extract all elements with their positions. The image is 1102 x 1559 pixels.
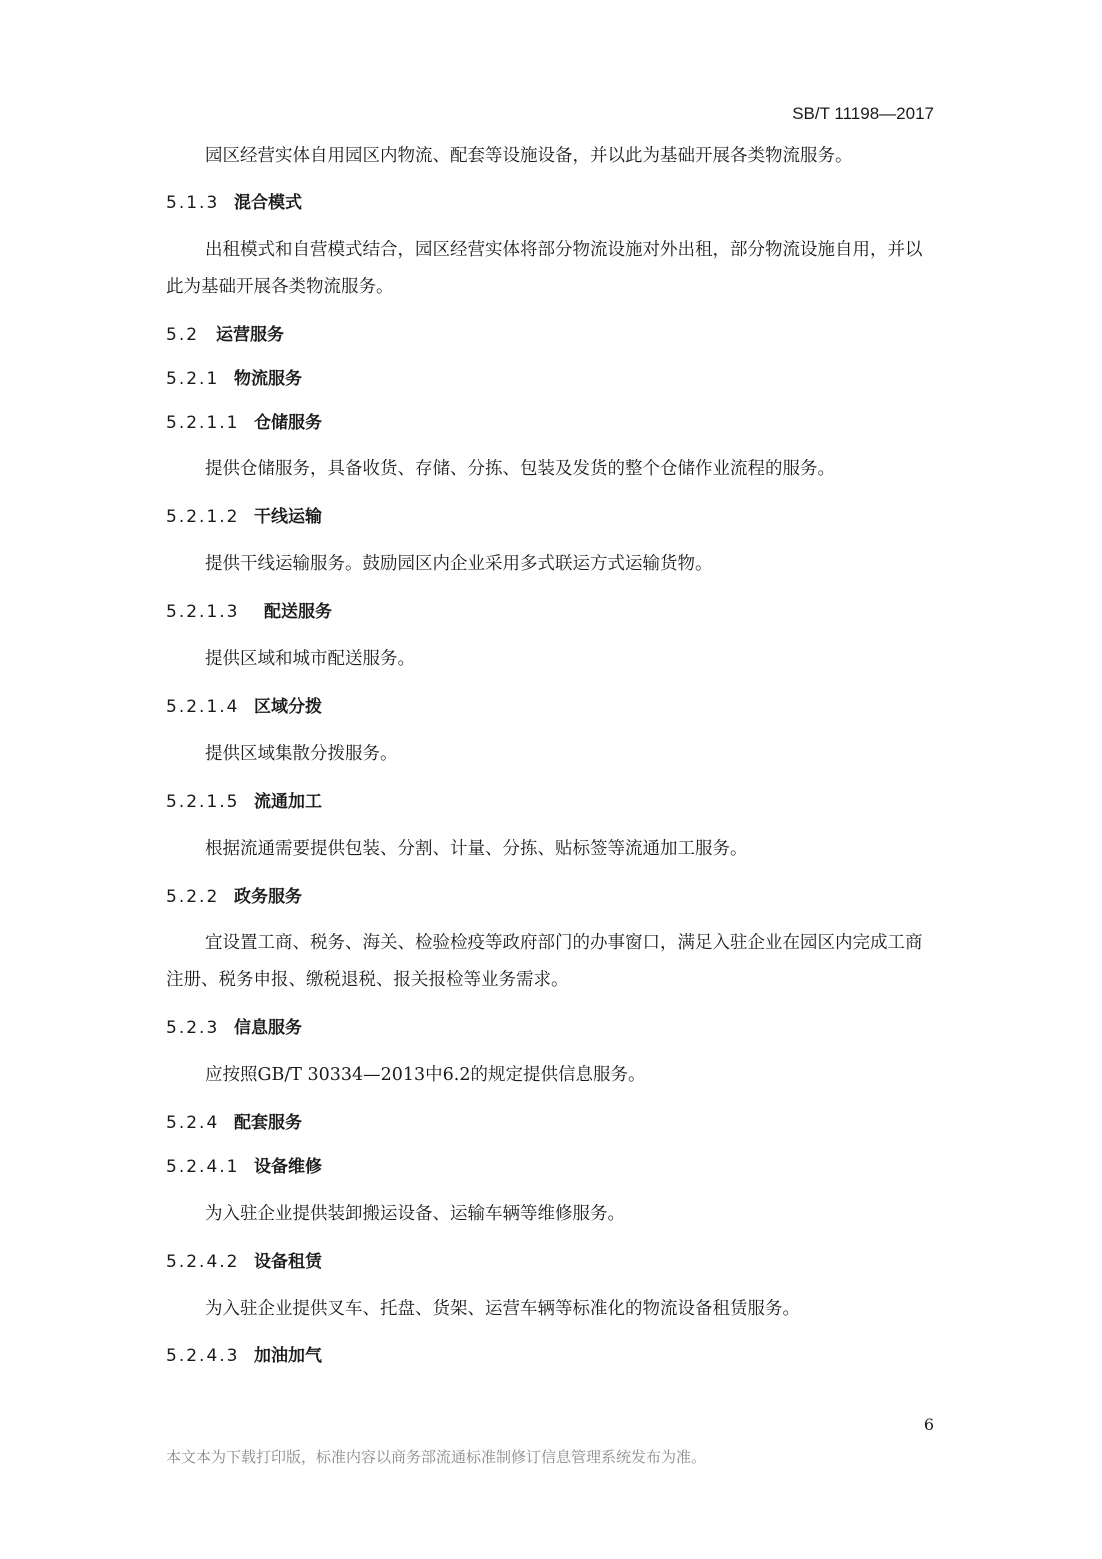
heading-number: 5.2.4.1 [166,1157,240,1177]
heading-title: 设备租赁 [254,1252,322,1272]
heading-number: 5.2.1 [166,369,220,389]
heading-5-2-4 [166,1108,936,1133]
heading-title: 配套服务 [234,1113,302,1133]
heading-number: 5.2.2 [166,887,220,907]
heading-title: 流通加工 [254,792,322,812]
heading-title: 设备维修 [254,1157,322,1177]
heading-number: 5.2.1.4 [166,697,240,717]
paragraph: 宜设置工商、税务、海关、检验检疫等政府部门的办事窗口，满足入驻企业在园区内完成工商注册、税务申报、缴税退税、报关报检等业务需求。 [166,933,923,990]
heading-5-2-1-2 [166,502,936,527]
paragraph: 提供仓储服务，具备收货、存储、分拣、包装及发货的整个仓储作业流程的服务。 [205,459,835,479]
heading-title: 干线运输 [254,507,322,527]
heading-5-2-4-2 [166,1247,936,1272]
heading-5-2-1-1 [166,408,936,433]
page-number: 6 [923,1415,934,1434]
heading-title: 加油加气 [254,1346,322,1366]
paragraph: 为入驻企业提供叉车、托盘、货架、运营车辆等标准化的物流设备租赁服务。 [205,1299,800,1319]
heading-title: 混合模式 [234,193,302,213]
heading-5-2-1 [166,364,936,389]
heading-5-2-1-4 [166,692,936,717]
heading-5-2-4-3 [166,1341,936,1366]
heading-5-2-1-3 [166,597,936,622]
heading-number: 5.2.1.3 [166,602,240,622]
heading-title: 物流服务 [234,369,302,389]
heading-number: 5.2.1.1 [166,413,240,433]
heading-5-2-4-1 [166,1152,936,1177]
heading-number: 5.2.4.2 [166,1252,240,1272]
document-code: SB/T 11198—2017 [792,104,934,123]
paragraph: 根据流通需要提供包装、分割、计量、分拣、贴标签等流通加工服务。 [205,839,748,859]
paragraph: 为入驻企业提供装卸搬运设备、运输车辆等维修服务。 [205,1204,625,1224]
heading-title: 政务服务 [234,887,302,907]
heading-title: 配送服务 [264,602,332,622]
heading-number: 5.2.4.3 [166,1346,240,1366]
paragraph: 出租模式和自营模式结合，园区经营实体将部分物流设施对外出租，部分物流设施自用，并以此为基础开展各类物流服务。 [166,240,923,297]
heading-5-2-1-5 [166,787,936,812]
heading-number: 5.2.4 [166,1113,220,1133]
heading-5-2 [166,320,936,345]
paragraph: 园区经营实体自用园区内物流、配套等设施设备，并以此为基础开展各类物流服务。 [205,146,853,166]
heading-title: 仓储服务 [254,413,322,433]
heading-5-1-3 [166,188,936,213]
heading-title: 区域分拨 [254,697,322,717]
heading-number: 5.2.1.5 [166,792,240,812]
paragraph: 应按照GB/T 30334—2013中6.2的规定提供信息服务。 [205,1065,646,1085]
heading-5-2-3 [166,1013,936,1038]
paragraph: 提供区域集散分拨服务。 [205,744,398,764]
heading-number: 5.1.3 [166,193,220,213]
paragraph: 提供区域和城市配送服务。 [205,649,415,669]
heading-number: 5.2.1.2 [166,507,240,527]
heading-title: 运营服务 [216,325,284,345]
download-notice-footer: 本文本为下载打印版，标准内容以商务部流通标准制修订信息管理系统发布为准。 [166,1448,707,1466]
heading-number: 5.2 [166,325,200,345]
heading-5-2-2 [166,882,936,907]
heading-title: 信息服务 [234,1018,302,1038]
heading-number: 5.2.3 [166,1018,220,1038]
paragraph: 提供干线运输服务。鼓励园区内企业采用多式联运方式运输货物。 [205,554,713,574]
